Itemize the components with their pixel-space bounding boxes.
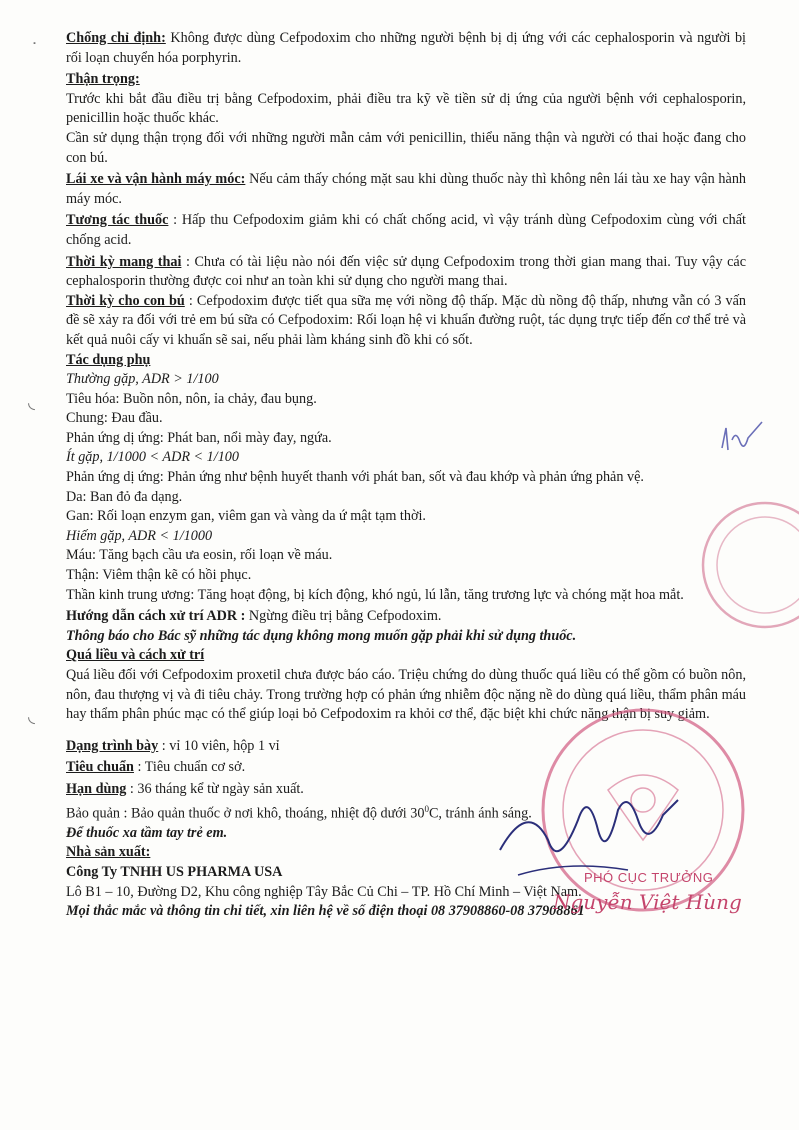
side-effects-allergy: Phản ứng dị ứng: Phát ban, nổi mày đay, ngứa. bbox=[66, 429, 332, 446]
contraindications-text: Không được dùng Cefpodoxim cho những người bệnh bị dị ứng với các cephalosporin và người bị rối loạn chuyển hóa porphyrin. bbox=[66, 30, 746, 66]
lactation-section bbox=[66, 292, 746, 351]
signer-name: Nguyễn Việt Hùng bbox=[553, 890, 742, 914]
adr-guidance-heading: Hướng dẫn cách xử trí ADR : bbox=[66, 608, 246, 625]
manufacturer-contact: Mọi thắc mắc và thông tin chi tiết, xin liên hệ về số điện thoại 08 37908860-08 37908861 bbox=[66, 903, 585, 920]
manufacturer-heading-text: Nhà sản xuất: bbox=[66, 844, 151, 861]
interactions-heading: Tương tác thuốc bbox=[66, 212, 169, 229]
standard-heading: Tiêu chuẩn bbox=[66, 759, 134, 776]
keep-away-note: Để thuốc xa tầm tay trẻ em. bbox=[66, 824, 228, 841]
driving-text: Nếu cảm thấy chóng mặt sau khi dùng thuốc này thì không nên lái tàu xe hay vận hành máy móc. bbox=[66, 171, 747, 207]
adr-guidance-section bbox=[66, 607, 746, 627]
side-effects-skin: Da: Ban đỏ đa dạng. bbox=[66, 488, 183, 505]
pregnancy-section bbox=[66, 253, 746, 292]
contraindications-section bbox=[66, 29, 746, 68]
lactation-text: : Cefpodoxim được tiết qua sữa mẹ với nồng độ thấp. Mặc dù nồng độ thấp, nhưng vẫn có 3 vấn đề sẽ xảy ra đối với trẻ em bú sữa có Cefpodoxim: Rối loạn hệ vi khuẩn đường ruột, tác dụng trực tiếp đến cơ thể trẻ và kết quả nuôi cấy vi khuẩn sẽ sai, nếu phải làm kháng sinh đồ khi có sốt. bbox=[66, 292, 746, 348]
side-effects-general: Chung: Đau đầu. bbox=[66, 410, 163, 427]
side-effects-blood: Máu: Tăng bạch cầu ưa eosin, rối loạn về máu. bbox=[66, 547, 333, 564]
expiry-heading: Hạn dùng bbox=[66, 780, 127, 797]
side-effects-cns: Thần kinh trung ương: Tăng hoạt động, bị kích động, khó ngủ, lú lẫn, tăng trương lực và chóng mặt hoa mắt. bbox=[66, 586, 684, 603]
overdose-heading bbox=[66, 646, 746, 666]
precautions-line-1: Trước khi bắt đầu điều trị bằng Cefpodoxim, phải điều tra kỹ về tiền sử dị ứng của người bệnh với cephalosporin, penicillin hoặc thuốc khác. bbox=[66, 90, 746, 127]
notify-doctor-note: Thông báo cho Bác sỹ những tác dụng không mong muốn gặp phải khi sử dụng thuốc. bbox=[66, 627, 577, 644]
pregnancy-heading: Thời kỳ mang thai bbox=[66, 253, 182, 270]
manufacturer-name: Công Ty TNHH US PHARMA USA bbox=[66, 864, 283, 881]
side-effects-uncommon: Ít gặp, 1/1000 < ADR < 1/100 bbox=[66, 449, 239, 466]
interactions-section bbox=[66, 211, 746, 250]
side-effects-heading-text: Tác dụng phụ bbox=[66, 351, 151, 368]
precautions-line-2: Cần sử dụng thận trọng đối với những người mẫn cảm với penicillin, thiểu năng thận và người có thai hoặc đang cho con bú. bbox=[66, 129, 746, 166]
driving-heading: Lái xe và vận hành máy móc: bbox=[66, 171, 246, 188]
side-effects-kidney: Thận: Viêm thận kẽ có hồi phục. bbox=[66, 567, 252, 584]
initials-mark-icon bbox=[718, 418, 778, 468]
punch-mark-icon: ˙ bbox=[30, 40, 39, 61]
contraindications-heading: Chống chỉ định: bbox=[66, 30, 166, 46]
storage-degree: 0 bbox=[424, 803, 429, 814]
dosage-form-heading: Dạng trình bày bbox=[66, 737, 159, 754]
driving-section bbox=[66, 170, 746, 209]
binding-mark-icon: ◟ bbox=[28, 706, 35, 727]
binding-mark-icon: ◟ bbox=[28, 392, 35, 413]
overdose-heading-text: Quá liều và cách xử trí bbox=[66, 647, 205, 664]
overdose-text: Quá liều đối với Cefpodoxim proxetil chưa được báo cáo. Triệu chứng do dùng thuốc quá liều có thể gồm có buồn nôn, nôn, đau thượng vị và đi tiêu chảy. Trong trường hợp có phản ứng nhiễm độc nặng nề do dùng quá liều, thẩm phân máu hay thẩm phân phúc mạc có thể giúp loại bỏ Cefpodoxim ra khỏi cơ thể, đặc biệt khi chức năng thận bị suy giảm. bbox=[66, 667, 746, 723]
pregnancy-text: : Chưa có tài liệu nào nói đến việc sử dụng Cefpodoxim trong thời gian mang thai. Tuy vậy các cephalosporin thường được coi như an toàn khi sử dụng cho người mang thai. bbox=[66, 253, 746, 290]
standard-text: : Tiêu chuẩn cơ sở. bbox=[133, 759, 246, 776]
side-effects-allergy-2: Phản ứng dị ứng: Phản ứng như bệnh huyết thanh với phát ban, sốt và đau khớp và phản ứng phản vệ. bbox=[66, 469, 644, 486]
side-effects-rare: Hiếm gặp, ADR < 1/1000 bbox=[66, 527, 213, 544]
lactation-heading: Thời kỳ cho con bú bbox=[66, 292, 185, 309]
expiry-text: : 36 tháng kể từ ngày sản xuất. bbox=[126, 780, 304, 797]
manufacturer-address: Lô B1 – 10, Đường D2, Khu công nghiệp Tây Bắc Củ Chi – TP. Hồ Chí Minh – Việt Nam. bbox=[66, 883, 582, 900]
side-effects-heading bbox=[66, 351, 746, 371]
side-effects-common: Thường gặp, ADR > 1/100 bbox=[66, 371, 219, 388]
adr-guidance-text: Ngừng điều trị bằng Cefpodoxim. bbox=[245, 608, 442, 625]
dosage-form-text: : vỉ 10 viên, hộp 1 vỉ bbox=[158, 737, 280, 754]
stamp-title: PHÓ CỤC TRƯỞNG bbox=[584, 870, 714, 885]
side-effects-digestive: Tiêu hóa: Buồn nôn, nôn, ỉa chảy, đau bụng. bbox=[66, 390, 317, 407]
storage-text-after: C, tránh ánh sáng. bbox=[428, 805, 532, 822]
side-effects-liver: Gan: Rối loạn enzym gan, viêm gan và vàng da ứ mật tạm thời. bbox=[66, 508, 426, 525]
storage-text: Bảo quản : Bảo quản thuốc ở nơi khô, thoáng, nhiệt độ dưới 30 bbox=[66, 805, 425, 822]
precautions-heading bbox=[66, 70, 746, 90]
interactions-text: : Hấp thu Cefpodoxim giảm khi có chất chống acid, vì vậy tránh dùng Cefpodoxim cùng với chất chống acid. bbox=[66, 212, 746, 248]
seal-fragment-icon bbox=[690, 490, 799, 640]
precautions-heading-text: Thận trọng: bbox=[66, 71, 140, 88]
